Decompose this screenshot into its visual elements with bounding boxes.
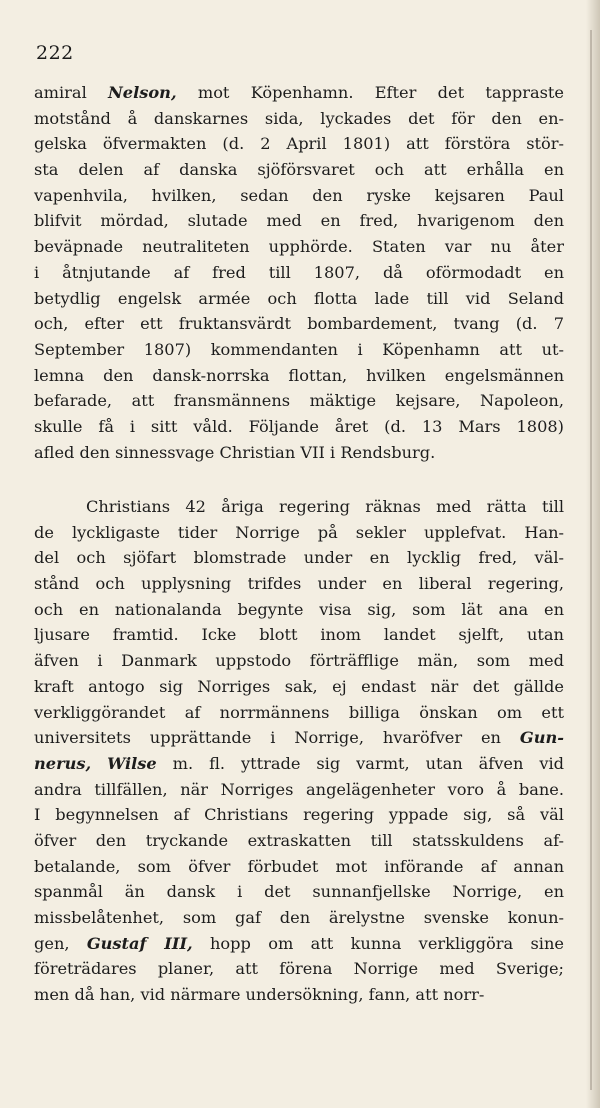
text-segment: kraft antogo sig Norriges sak, ej endast när det gällde <box>34 676 564 696</box>
text-segment: I begynnelsen af Christians regering yppade sig, så väl <box>34 805 564 825</box>
text-line <box>34 183 564 209</box>
text-segment: äfven i Danmark uppstodo förträfflige män, som med <box>34 651 564 671</box>
text-line <box>34 648 564 674</box>
name-emphasis: Gustaf III, <box>86 933 193 953</box>
text-line <box>34 802 564 828</box>
text-line <box>34 931 564 957</box>
text-segment: stånd och upplysning trifdes under en liberal regering, <box>34 574 564 594</box>
text-segment: och en nationalanda begynte visa sig, som lät ana en <box>34 599 564 619</box>
text-line <box>34 545 564 571</box>
text-segment: betalande, som öfver förbudet mot införande af annan <box>34 856 564 876</box>
text-segment: de lyckligaste tider Norrige på sekler upplefvat. Han- <box>34 522 564 542</box>
text-segment: spanmål än dansk i det sunnanfjellske Norrige, en <box>34 882 564 902</box>
text-line <box>34 106 564 132</box>
text-line <box>34 956 564 982</box>
text-segment: företrädares planer, att förena Norrige med Sverige; <box>34 959 564 979</box>
text-segment: gelska öfvermakten (d. 2 April 1801) att förstöra stör- <box>34 134 564 154</box>
page-edge-line <box>590 30 592 1090</box>
name-emphasis: Wilse <box>107 753 157 773</box>
text-segment: September 1807) kommendanten i Köpenhamn att ut- <box>34 339 564 359</box>
paragraph-1 <box>34 80 564 465</box>
text-segment: mot Köpenhamn. Efter det tappraste <box>176 83 564 102</box>
text-segment: hopp om att kunna verkliggöra sine <box>192 933 564 953</box>
text-segment: Christians 42 åriga regering räknas med rätta till <box>86 497 564 516</box>
text-segment: sta delen af danska sjöförsvaret och att erhålla en <box>34 160 564 180</box>
text-line <box>34 80 564 106</box>
text-line <box>34 751 564 777</box>
text-line <box>34 388 564 414</box>
text-line <box>34 157 564 183</box>
text-line <box>34 311 564 337</box>
text-line <box>34 131 564 157</box>
name-emphasis: Gun- <box>519 728 564 748</box>
text-line <box>34 674 564 700</box>
text-segment: öfver den tryckande extraskatten till statsskuldens af- <box>34 830 564 850</box>
text-segment: universitets upprättande i Norrige, hvaröfver en <box>34 728 520 748</box>
text-segment: verkliggörandet af norrmännens billiga önskan om ett <box>34 702 564 722</box>
text-segment: blifvit mördad, slutade med en fred, hvarigenom den <box>34 211 564 231</box>
text-line <box>34 879 564 905</box>
text-segment: i åtnjutande af fred till 1807, då oförmodadt en <box>34 262 564 282</box>
paragraph-2 <box>34 494 564 1008</box>
text-line <box>34 440 564 466</box>
text-line <box>34 208 564 234</box>
text-line <box>34 622 564 648</box>
text-line <box>34 571 564 597</box>
text-line <box>34 725 564 751</box>
text-line <box>34 260 564 286</box>
text-segment: m. fl. yttrade sig varmt, utan äfven vid <box>156 753 565 773</box>
text-line <box>34 337 564 363</box>
text-line <box>34 286 564 312</box>
text-segment: men då han, vid närmare undersökning, fann, att norr- <box>34 985 485 1005</box>
name-emphasis: Nelson, <box>108 83 177 102</box>
text-line <box>34 777 564 803</box>
text-segment: skulle få i sitt våld. Följande året (d. 13 Mars 1808) <box>34 416 564 436</box>
text-segment <box>91 754 107 773</box>
text-line <box>34 700 564 726</box>
text-line <box>34 414 564 440</box>
text-segment: befarade, att fransmännens mäktige kejsare, Napoleon, <box>34 391 564 411</box>
text-line <box>34 854 564 880</box>
text-line <box>34 494 564 520</box>
text-line <box>34 234 564 260</box>
text-line <box>34 363 564 389</box>
text-line <box>34 828 564 854</box>
text-segment: amiral <box>34 83 109 102</box>
text-segment: ljusare framtid. Icke blott inom landet sjelft, utan <box>34 625 564 645</box>
text-segment: motstånd å danskarnes sida, lyckades det för den en- <box>34 108 564 128</box>
name-emphasis: nerus, <box>34 753 92 773</box>
text-segment: gen, <box>34 933 87 953</box>
text-segment: lemna den dansk-norrska flottan, hvilken engelsmännen <box>34 365 564 385</box>
page-edge-shadow <box>586 0 600 1108</box>
text-segment: betydlig engelsk armée och flotta lade till vid Seland <box>34 288 564 308</box>
text-segment: missbelåtenhet, som gaf den ärelystne svenske konun- <box>34 908 564 927</box>
text-segment: andra tillfällen, när Norriges angelägenheter voro å bane. <box>34 779 564 799</box>
text-line <box>34 982 564 1008</box>
text-segment: del och sjöfart blomstrade under en lycklig fred, väl- <box>34 548 564 568</box>
text-line <box>34 597 564 623</box>
page-number: 222 <box>36 42 74 64</box>
text-segment: afled den sinnessvage Christian VII i Rendsburg. <box>34 442 436 462</box>
text-segment: vapenhvila, hvilken, sedan den ryske kejsaren Paul <box>34 185 564 205</box>
text-line <box>34 905 564 931</box>
text-segment: och, efter ett fruktansvärdt bombardement, tvang (d. 7 <box>34 314 564 334</box>
text-line <box>34 520 564 546</box>
text-segment: beväpnade neutraliteten upphörde. Staten var nu åter <box>34 237 564 257</box>
